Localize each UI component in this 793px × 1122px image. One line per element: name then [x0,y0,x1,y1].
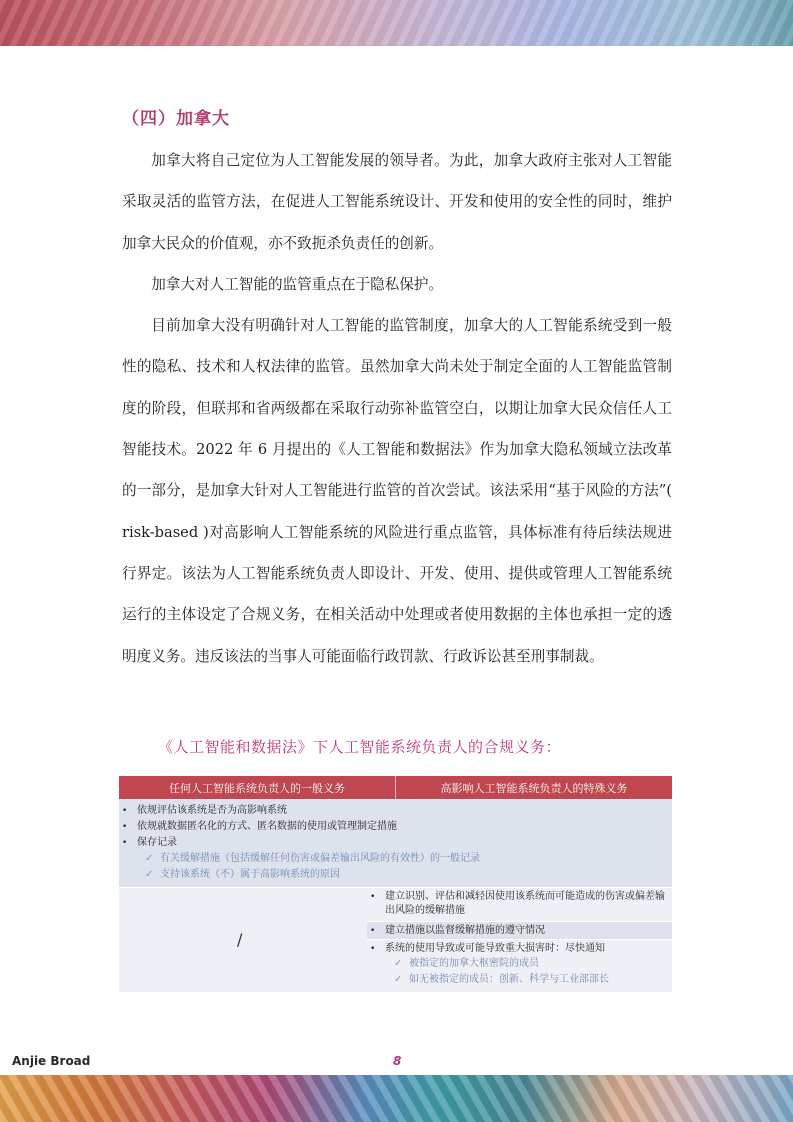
table-header [119,776,672,799]
bullet-icon: • [122,806,128,816]
bullet-icon: • [370,944,376,954]
section-title: （四）加拿大 [122,109,230,129]
general-obligations-row [119,799,672,887]
not-applicable-mark: / [237,930,243,949]
table-cell [367,921,672,939]
obligations-table [119,776,672,992]
list-item: • 建立措施以监督缓解措施的遵守情况 [370,925,545,936]
special-obligations-row [119,887,672,992]
table-cell [367,887,672,921]
paragraph-3: 目前加拿大没有明确针对人工智能的监管制度，加拿大的人工智能系统受到一般性的隐私、技术和人权法律的监管。虽然加拿大尚未处于制定全面的人工智能监管制度的阶段，但联邦和省两级都在采取行动弥补监管空白，以期让加拿大民众信任人工智能技术。2022 年 6 月提出的《人工智能和数据法》作为加拿大隐私领域立法改革的一部分，是加拿大针对人工智能进行监管的首次尝试。该法采用“基于风险的方法”( risk-based )对高影响人工智能系统的风险进行重点监管，具体标准有待后续法规进行界定。该法为人工智能系统负责人即设计、开发、使用、提供或管理人工智能系统运行的主体设定了合规义务，在相关活动中处理或者使用数据的主体也承担一定的透明度义务。违反该法的当事人可能面临行政罚款、行政诉讼甚至刑事制裁。 [122,317,672,665]
bullet-icon: • [122,822,128,832]
sub-list-item: ✓ 支持该系统（不）属于高影响系统的原因 [119,867,672,883]
bullet-icon: • [370,892,376,902]
top-decorative-banner [0,0,793,46]
list-item: • 依规就数据匿名化的方式、匿名数据的使用或管理制定措施 [119,819,672,835]
check-icon: ✓ [394,958,403,969]
bottom-decorative-banner [0,1075,793,1122]
check-icon: ✓ [394,974,403,985]
sub-list-item: ✓ 被指定的加拿大枢密院的成员 [370,956,668,972]
general-column-empty-cell [119,887,367,992]
list-item: • 建立识别、评估和减轻因使用该系统而可能造成的伤害或偏差输出风险的缓解措施 [370,891,665,916]
list-item: • 保存记录 [119,835,672,851]
header-general-obligations: 任何人工智能系统负责人的一般义务 [169,781,345,795]
page-number: 8 [393,1054,402,1068]
special-column [367,887,672,992]
sub-list-item: ✓ 如无被指定的成员：创新、科学与工业部部长 [370,972,668,988]
header-special-obligations: 高影响人工智能系统负责人的特殊义务 [395,776,672,799]
sub-list-item: ✓ 有关缓解措施（包括缓解任何伤害或偏差输出风险的有效性）的一般记录 [119,851,672,867]
body-text [122,140,672,677]
table-caption: 《人工智能和数据法》下人工智能系统负责人的合规义务： [158,738,562,756]
check-icon: ✓ [145,853,154,864]
list-item: • 依规评估该系统是否为高影响系统 [119,803,672,819]
footer-brand: Anjie Broad [12,1054,91,1068]
list-item: • 系统的使用导致或可能导致重大损害时：尽快通知 [370,943,605,954]
bullet-icon: • [370,926,376,936]
paragraph-1: 加拿大将自己定位为人工智能发展的领导者。为此，加拿大政府主张对人工智能采取灵活的监管方法，在促进人工智能系统设计、开发和使用的安全性的同时，维护加拿大民众的价值观，亦不致扼杀负责任的创新。 [122,152,672,252]
paragraph-2: 加拿大对人工智能的监管重点在于隐私保护。 [151,275,444,293]
bullet-icon: • [122,838,128,848]
table-cell [367,939,672,992]
check-icon: ✓ [145,869,154,880]
